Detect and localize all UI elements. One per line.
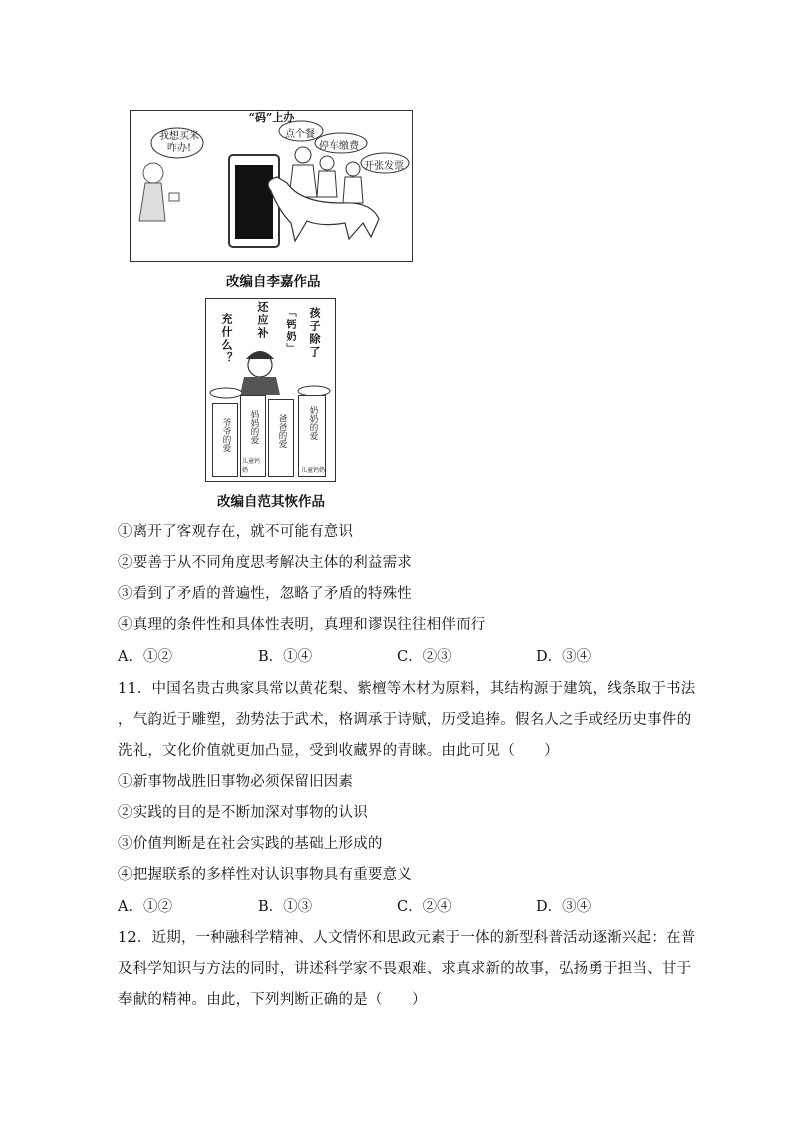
q11-stem-line-1: 11．中国名贵古典家具常以黄花梨、紫檀等木材为原料，其结构源于建筑，线条取于书法: [118, 681, 696, 697]
cartoon2-text-calcium: 「钙奶」: [284, 307, 295, 355]
cartoon1-caption: 改编自李嘉作品: [226, 274, 321, 290]
milk-can-brand: 儿童钙奶: [242, 458, 261, 474]
q11-item-2: ②实践的目的是不断加深对事物的认识: [118, 805, 368, 821]
milk-can-label: 爷爷的爱: [221, 418, 231, 452]
q11-item-4: ④把握联系的多样性对认识事物具有重要意义: [118, 867, 412, 883]
q11-stem-line-3: 洗礼，文化价值就更加凸显，受到收藏界的青睐。由此可见（ ）: [118, 743, 559, 759]
milk-can: [240, 395, 266, 477]
q10-item-4: ④真理的条件性和具体性表明，真理和谬误往往相伴而行: [118, 617, 486, 633]
q12-stem-line-1: 12．近期，一种融科学精神、人文情怀和思政元素于一体的新型科普活动逐渐兴起：在普: [118, 930, 696, 946]
cartoon-title: “码”上办: [248, 111, 295, 124]
cartoon-calcium-milk: [205, 298, 336, 482]
q10-item-2: ②要善于从不同角度思考解决主体的利益需求: [118, 555, 412, 571]
q11-option-b[interactable]: B．①③: [258, 899, 313, 915]
q10-option-a[interactable]: A．①②: [118, 649, 172, 665]
bubble-parking-fee: 停车缴费: [319, 141, 359, 152]
cartoon2-text-supplement: 还应补: [256, 301, 269, 340]
q11-item-3: ③价值判断是在社会实践的基础上形成的: [118, 836, 383, 852]
q12-stem-line-3: 奉献的精神。由此，下列判断正确的是（ ）: [118, 992, 427, 1008]
bubble-order-meal: 点个餐: [285, 129, 315, 140]
q11-option-c[interactable]: C．②④: [397, 899, 452, 915]
milk-can: [268, 399, 294, 477]
q11-item-1: ①新事物战胜旧事物必须保留旧因素: [118, 774, 354, 790]
q10-option-c[interactable]: C．②③: [397, 649, 452, 665]
cartoon-ma-shang-ban: [130, 110, 413, 262]
q12-stem-line-2: 及科学知识与方法的同时，讲述科学家不畏艰难、求真求新的故事，弘扬勇于担当、甘于: [118, 961, 692, 977]
q10-option-b[interactable]: B．①④: [258, 649, 313, 665]
cartoon2-caption: 改编自范其恢作品: [217, 494, 325, 510]
cartoon2-text-what: 充什么？: [220, 313, 233, 365]
bubble-buy-rice: 我想买米咋办!: [159, 131, 199, 154]
milk-can-label: 妈妈的爱: [249, 410, 259, 444]
cartoon2-text-children: 孩子除了: [308, 307, 321, 359]
q11-option-a[interactable]: A．①②: [118, 899, 172, 915]
q11-stem-line-2: ，气韵近于雕塑，劲势法于武术，格调承于诗赋，历受追捧。假名人之手或经历史事件的: [118, 712, 692, 728]
q10-item-1: ①离开了客观存在，就不可能有意识: [118, 524, 354, 540]
milk-can-label: 爸爸的爱: [277, 414, 287, 448]
milk-can-label: 奶奶的爱: [308, 406, 318, 440]
milk-can: [212, 403, 238, 477]
q10-item-3: ③看到了矛盾的普遍性，忽略了矛盾的特殊性: [118, 586, 412, 602]
milk-can-brand: 儿童钙奶: [301, 467, 326, 474]
q10-option-d[interactable]: D．③④: [536, 649, 592, 665]
bubble-invoice: 开张发票: [364, 161, 404, 172]
q11-option-d[interactable]: D．③④: [536, 899, 592, 915]
milk-can: [298, 395, 326, 477]
